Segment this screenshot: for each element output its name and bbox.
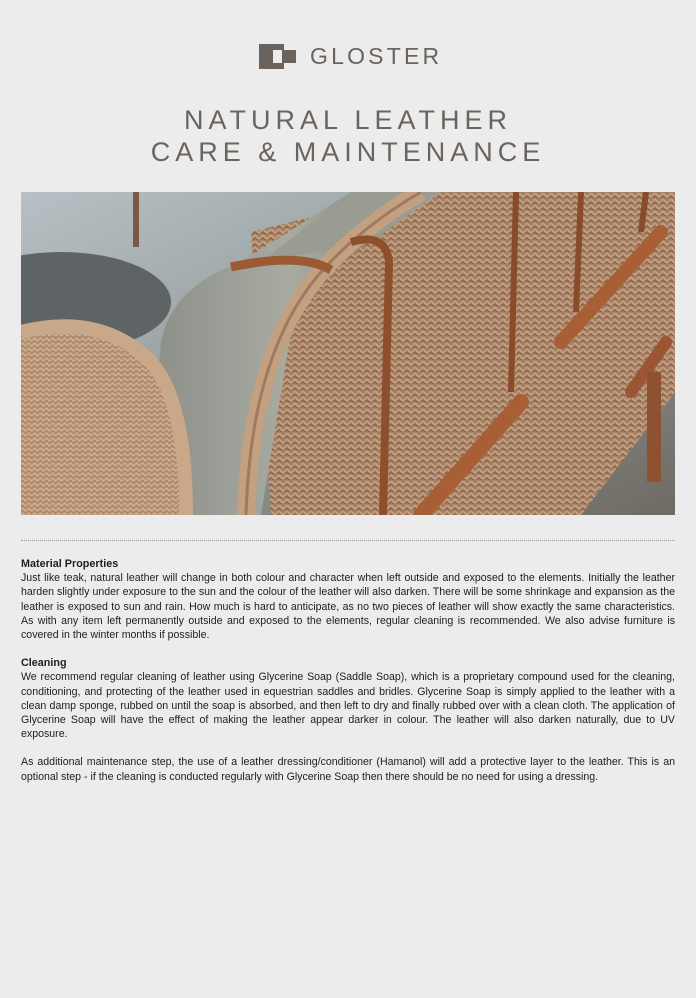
section-heading: Material Properties <box>21 558 119 570</box>
rattan-chair-photo-illustration <box>21 192 675 515</box>
section-heading: Cleaning <box>21 657 67 670</box>
care-instructions <box>21 557 675 798</box>
section-material-properties <box>21 557 675 642</box>
section-paragraph: As additional maintenance step, the use of a leather dressing/conditioner (Hamanol) will add a protective layer to the leather. This is an optional step - if the cleaning is conducted regularly with Glycerine Soap then there should be no need for using a dressing. <box>21 756 675 783</box>
section-paragraph: Just like teak, natural leather will change in both colour and character when left outside and exposed to the elements. Initially the leather harden slightly under exposure to the sun and the colour of the leather will also darken. There will be some shrinkage and expansion as the leather is exposed to sun and rain. How much is hard to anticipate, as no two pieces of leather will show exactly the same characteristics. As with any item left permanently outside and exposed to the elements, regular cleaning is recommended. We also advise furniture is covered in the winter months if possible. <box>21 572 675 642</box>
page-title-line-1: NATURAL LEATHER <box>183 105 513 135</box>
page-title <box>0 104 696 168</box>
section-paragraph: We recommend regular cleaning of leather using Glycerine Soap (Saddle Soap), which is a proprietary compound used for the cleaning, conditioning, and protecting of the leather used in equestrian saddles and bridles. Glycerine Soap is simply applied to the leather with a clean damp sponge, rubbed on until the soap is absorbed, and then left to dry and finally rubbed over with a clean cloth. The application of Glycerine Soap will have the effect of making the leather appear darker in colour. The leather will also darken naturally, due to UV exposure. <box>21 671 675 741</box>
section-cleaning <box>21 656 675 784</box>
page-title-line-2: CARE & MAINTENANCE <box>150 137 546 167</box>
brand-name: GLOSTER <box>310 43 443 69</box>
brand-logo <box>259 44 442 69</box>
section-divider <box>21 540 675 541</box>
hero-photo <box>21 192 675 515</box>
gloster-square-mark-icon <box>259 44 296 69</box>
